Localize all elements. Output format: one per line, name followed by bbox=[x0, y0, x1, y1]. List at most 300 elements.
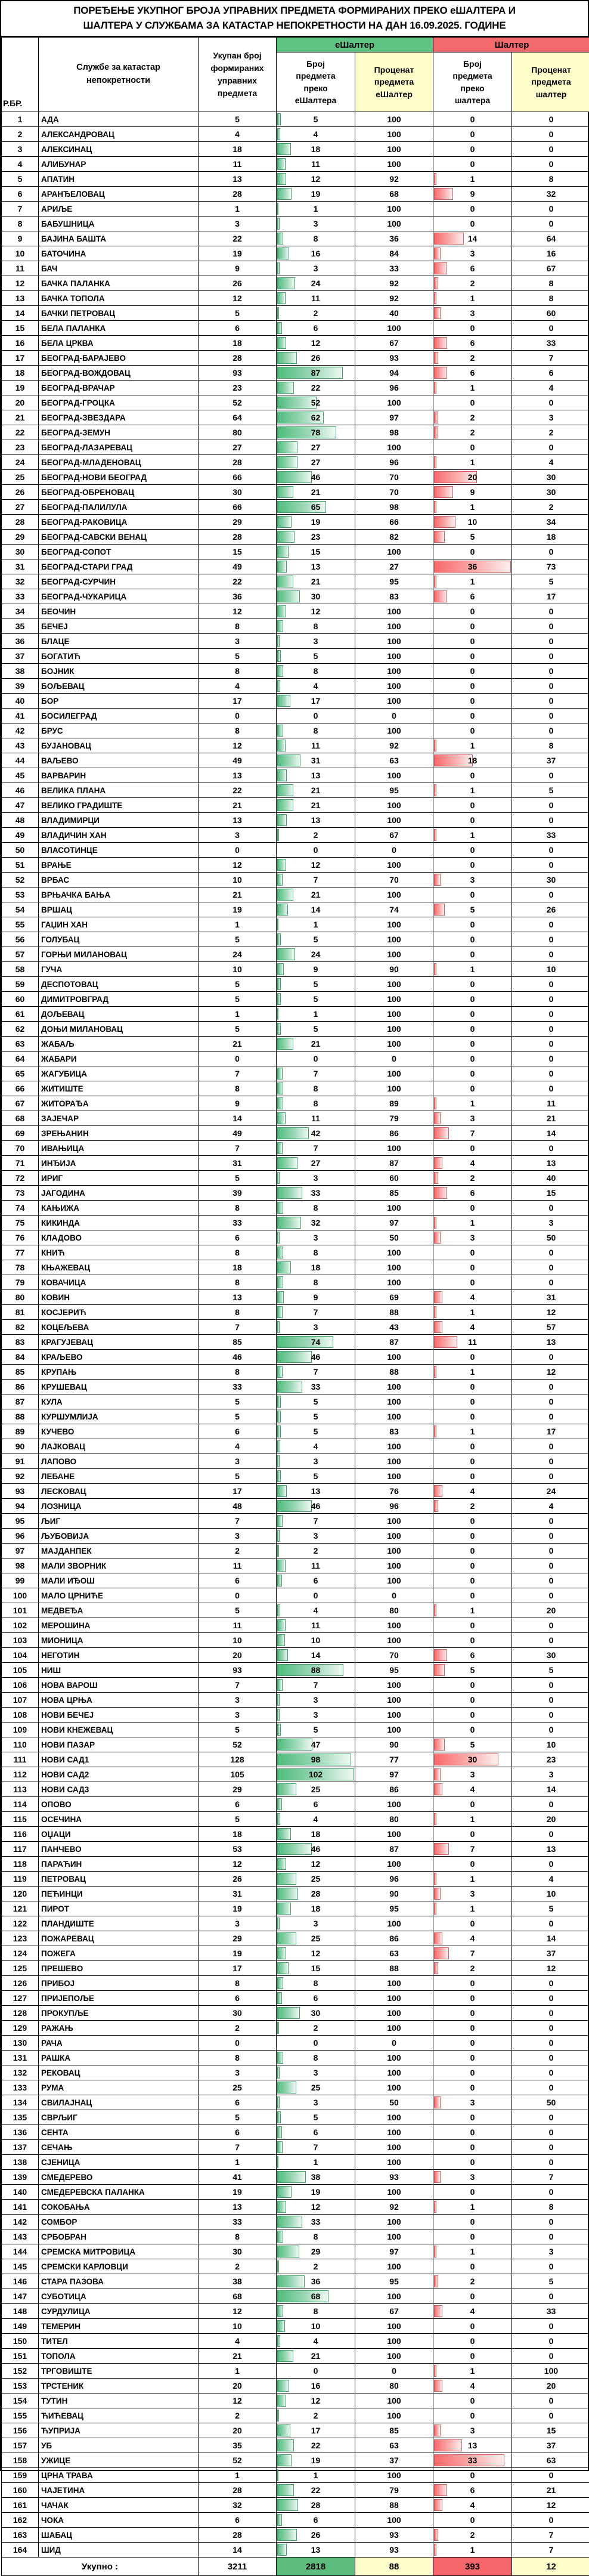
cell-e-pct: 100 bbox=[355, 604, 433, 619]
table-row bbox=[2, 1558, 589, 1573]
cell-s-pct: 0 bbox=[512, 1618, 589, 1633]
cell-s-pct: 60 bbox=[512, 306, 589, 321]
eshalter-databar bbox=[277, 1798, 282, 1810]
cell-s-pct: 0 bbox=[512, 1514, 589, 1529]
cell-value: 1 bbox=[314, 2470, 318, 2480]
cell-total: 64 bbox=[199, 410, 277, 425]
cell-office: ЋУПРИЈА bbox=[39, 2423, 199, 2438]
cell-s-num bbox=[433, 649, 512, 664]
eshalter-databar bbox=[277, 2395, 286, 2407]
cell-s-num bbox=[433, 2036, 512, 2051]
cell-s-num bbox=[433, 1275, 512, 1290]
eshalter-databar bbox=[277, 1083, 283, 1094]
cell-total: 5 bbox=[199, 1409, 277, 1424]
cell-rbr: 134 bbox=[2, 2095, 39, 2110]
cell-rbr: 78 bbox=[2, 1260, 39, 1275]
cell-e-pct: 100 bbox=[355, 202, 433, 217]
table-row bbox=[2, 1275, 589, 1290]
cell-rbr: 111 bbox=[2, 1752, 39, 1767]
cell-e-num bbox=[277, 2304, 355, 2319]
cell-value: 23 bbox=[311, 532, 321, 542]
cell-s-pct: 64 bbox=[512, 231, 589, 246]
cell-value: 0 bbox=[470, 2113, 475, 2122]
cell-e-pct: 93 bbox=[355, 2170, 433, 2185]
cell-e-pct: 96 bbox=[355, 1872, 433, 1887]
cell-s-pct: 0 bbox=[512, 1201, 589, 1216]
table-header bbox=[2, 38, 589, 112]
cell-rbr: 63 bbox=[2, 1037, 39, 1052]
cell-office: ТРГОВИШТЕ bbox=[39, 2364, 199, 2379]
table-row bbox=[2, 2065, 589, 2080]
cell-e-num bbox=[277, 962, 355, 977]
cell-s-num bbox=[433, 1290, 512, 1305]
cell-s-pct: 32 bbox=[512, 187, 589, 202]
cell-value: 1 bbox=[470, 2247, 475, 2256]
page-title-line1: ПОРЕЂЕЊЕ УКУПНОГ БРОЈА УПРАВНИХ ПРЕДМЕТА ФОРМИРАНИХ ПРЕКО еШАЛТЕРА И bbox=[73, 4, 516, 18]
cell-office: КРУШЕВАЦ bbox=[39, 1380, 199, 1394]
cell-e-num bbox=[277, 1723, 355, 1737]
cell-value: 0 bbox=[470, 2023, 475, 2033]
cell-rbr: 159 bbox=[2, 2468, 39, 2483]
cell-office: КРАЉЕВО bbox=[39, 1350, 199, 1365]
cell-s-num bbox=[433, 2021, 512, 2036]
eshalter-databar bbox=[277, 590, 300, 602]
eshalter-databar bbox=[277, 2454, 292, 2466]
eshalter-databar bbox=[277, 1694, 280, 1706]
cell-value: 11 bbox=[311, 1561, 320, 1570]
cell-total: 3 bbox=[199, 634, 277, 649]
cell-total: 23 bbox=[199, 381, 277, 395]
cell-total: 28 bbox=[199, 530, 277, 545]
eshalter-databar bbox=[277, 1455, 280, 1467]
cell-office: ИВАЊИЦА bbox=[39, 1141, 199, 1156]
cell-value: 21 bbox=[311, 786, 321, 795]
cell-rbr: 90 bbox=[2, 1439, 39, 1454]
cell-total: 6 bbox=[199, 2095, 277, 2110]
cell-value: 18 bbox=[468, 756, 478, 765]
cell-s-num bbox=[433, 1514, 512, 1529]
cell-e-num bbox=[277, 2036, 355, 2051]
eshalter-databar bbox=[277, 1396, 281, 1408]
cell-s-pct: 18 bbox=[512, 530, 589, 545]
cell-e-pct: 97 bbox=[355, 2244, 433, 2259]
cell-rbr: 102 bbox=[2, 1618, 39, 1633]
cell-value: 7 bbox=[470, 1949, 475, 1958]
cell-rbr: 122 bbox=[2, 1916, 39, 1931]
cell-office: ЋИЋЕВАЦ bbox=[39, 2408, 199, 2423]
cell-e-pct: 100 bbox=[355, 798, 433, 813]
cell-e-pct: 100 bbox=[355, 142, 433, 157]
cell-rbr: 151 bbox=[2, 2349, 39, 2364]
cell-value: 2 bbox=[470, 428, 475, 437]
cell-total: 2 bbox=[199, 2021, 277, 2036]
cell-value: 2 bbox=[314, 1546, 318, 1556]
cell-e-pct: 70 bbox=[355, 485, 433, 500]
cell-e-num bbox=[277, 1394, 355, 1409]
cell-total: 13 bbox=[199, 2200, 277, 2215]
table-row bbox=[2, 634, 589, 649]
cell-s-pct: 7 bbox=[512, 2170, 589, 2185]
cell-e-pct: 100 bbox=[355, 1022, 433, 1037]
cell-s-pct: 0 bbox=[512, 1633, 589, 1648]
cell-s-num bbox=[433, 2185, 512, 2200]
cell-e-num bbox=[277, 828, 355, 843]
cell-office: ОЏАЦИ bbox=[39, 1827, 199, 1842]
cell-s-num bbox=[433, 172, 512, 187]
cell-value: 8 bbox=[314, 1978, 318, 1988]
cell-s-num bbox=[433, 440, 512, 455]
cell-rbr: 3 bbox=[2, 142, 39, 157]
eshalter-databar bbox=[277, 248, 289, 259]
cell-total: 10 bbox=[199, 2319, 277, 2334]
cell-s-num bbox=[433, 664, 512, 679]
table-row bbox=[2, 2215, 589, 2229]
cell-office: НОВИ САД2 bbox=[39, 1767, 199, 1782]
cell-e-pct: 100 bbox=[355, 2408, 433, 2423]
cell-total: 5 bbox=[199, 932, 277, 947]
cell-office: БОСИЛЕГРАД bbox=[39, 709, 199, 723]
cell-rbr: 99 bbox=[2, 1573, 39, 1588]
cell-rbr: 105 bbox=[2, 1663, 39, 1678]
cell-office: ВАРВАРИН bbox=[39, 768, 199, 783]
cell-s-pct: 0 bbox=[512, 2125, 589, 2140]
cell-s-pct: 0 bbox=[512, 1916, 589, 1931]
cell-s-num bbox=[433, 1365, 512, 1380]
cell-s-pct: 31 bbox=[512, 1290, 589, 1305]
cell-s-pct: 0 bbox=[512, 917, 589, 932]
table-row bbox=[2, 336, 589, 351]
cell-s-num bbox=[433, 1797, 512, 1812]
shalter-databar bbox=[434, 963, 436, 975]
eshalter-databar bbox=[277, 1515, 283, 1527]
shalter-databar bbox=[434, 1754, 498, 1765]
cell-value: 3 bbox=[314, 1919, 318, 1928]
cell-s-pct: 3 bbox=[512, 1216, 589, 1230]
cell-e-pct: 95 bbox=[355, 574, 433, 589]
table-row bbox=[2, 2379, 589, 2393]
cell-e-pct: 95 bbox=[355, 2274, 433, 2289]
cell-s-pct: 0 bbox=[512, 2334, 589, 2349]
cell-rbr: 74 bbox=[2, 1201, 39, 1216]
cell-s-pct: 0 bbox=[512, 2110, 589, 2125]
table-row bbox=[2, 2393, 589, 2408]
cell-value: 8 bbox=[314, 1248, 318, 1257]
cell-rbr: 108 bbox=[2, 1708, 39, 1723]
cell-value: 0 bbox=[470, 1829, 475, 1839]
cell-total: 5 bbox=[199, 1723, 277, 1737]
cell-office: СРБОБРАН bbox=[39, 2229, 199, 2244]
table-row bbox=[2, 2021, 589, 2036]
cell-total: 12 bbox=[199, 2304, 277, 2319]
eshalter-databar bbox=[277, 1575, 282, 1587]
cell-e-num bbox=[277, 932, 355, 947]
eshalter-databar bbox=[277, 769, 287, 781]
cell-value: 18 bbox=[311, 144, 321, 154]
cell-office: ЖАБАЉ bbox=[39, 1037, 199, 1052]
table-row bbox=[2, 395, 589, 410]
cell-s-num bbox=[433, 1380, 512, 1394]
cell-rbr: 155 bbox=[2, 2408, 39, 2423]
shalter-databar bbox=[434, 352, 438, 364]
eshalter-databar bbox=[277, 2111, 281, 2123]
cell-office: БЕЛА ЦРКВА bbox=[39, 336, 199, 351]
cell-value: 0 bbox=[470, 1978, 475, 1988]
cell-office: МЕРОШИНА bbox=[39, 1618, 199, 1633]
cell-s-num bbox=[433, 2259, 512, 2274]
cell-e-pct: 100 bbox=[355, 1678, 433, 1693]
cell-value: 0 bbox=[314, 2366, 318, 2376]
shalter-databar bbox=[434, 1649, 447, 1661]
cell-total: 13 bbox=[199, 768, 277, 783]
table-row bbox=[2, 381, 589, 395]
table-row bbox=[2, 649, 589, 664]
eshalter-databar bbox=[277, 2439, 294, 2451]
cell-s-num bbox=[433, 157, 512, 172]
cell-e-num bbox=[277, 2170, 355, 2185]
cell-value: 0 bbox=[470, 1263, 475, 1272]
cell-e-pct: 100 bbox=[355, 1454, 433, 1469]
eshalter-databar bbox=[277, 113, 281, 125]
cell-value: 0 bbox=[470, 771, 475, 780]
cell-office: БЕЧЕЈ bbox=[39, 619, 199, 634]
cell-value: 7 bbox=[314, 1680, 318, 1690]
cell-e-num bbox=[277, 187, 355, 202]
cell-value: 1 bbox=[470, 1367, 475, 1377]
cell-value: 3 bbox=[314, 264, 318, 273]
cell-s-num bbox=[433, 679, 512, 694]
cell-s-pct: 0 bbox=[512, 1081, 589, 1096]
table-row bbox=[2, 1335, 589, 1350]
cell-e-num bbox=[277, 1126, 355, 1141]
cell-s-num bbox=[433, 112, 512, 127]
cell-e-num bbox=[277, 947, 355, 962]
table-row bbox=[2, 530, 589, 545]
cell-e-num bbox=[277, 1260, 355, 1275]
cell-office: ПРОКУПЉЕ bbox=[39, 2006, 199, 2021]
cell-e-pct: 80 bbox=[355, 2379, 433, 2393]
table-row bbox=[2, 2259, 589, 2274]
cell-rbr: 14 bbox=[2, 306, 39, 321]
cell-value: 5 bbox=[314, 651, 318, 661]
table-row bbox=[2, 172, 589, 187]
cell-rbr: 26 bbox=[2, 485, 39, 500]
table-row bbox=[2, 723, 589, 738]
shalter-databar bbox=[434, 1157, 442, 1169]
cell-rbr: 104 bbox=[2, 1648, 39, 1663]
shalter-databar bbox=[434, 486, 453, 498]
cell-value: 4 bbox=[470, 2381, 475, 2391]
cell-office: СМЕДЕРЕВСКА ПАЛАНКА bbox=[39, 2185, 199, 2200]
cell-e-num bbox=[277, 2349, 355, 2364]
cell-total: 5 bbox=[199, 1603, 277, 1618]
cell-value: 2 bbox=[314, 2023, 318, 2033]
cell-value: 5 bbox=[314, 115, 318, 124]
eshalter-databar bbox=[277, 2231, 283, 2243]
cell-e-num bbox=[277, 291, 355, 306]
cell-e-pct: 100 bbox=[355, 127, 433, 142]
cell-s-num bbox=[433, 828, 512, 843]
table-row bbox=[2, 1961, 589, 1976]
cell-s-num bbox=[433, 1573, 512, 1588]
eshalter-databar bbox=[277, 1127, 309, 1139]
cell-e-num bbox=[277, 2513, 355, 2528]
cell-s-num bbox=[433, 858, 512, 873]
cell-value: 2 bbox=[314, 2411, 318, 2420]
cell-total: 28 bbox=[199, 2528, 277, 2543]
cell-e-pct: 100 bbox=[355, 1409, 433, 1424]
cell-office: ТИТЕЛ bbox=[39, 2334, 199, 2349]
cell-total: 28 bbox=[199, 2483, 277, 2498]
cell-total: 93 bbox=[199, 366, 277, 381]
cell-s-pct: 6 bbox=[512, 366, 589, 381]
cell-total: 35 bbox=[199, 2438, 277, 2453]
cell-s-num bbox=[433, 545, 512, 559]
cell-value: 21 bbox=[311, 577, 321, 586]
table-row bbox=[2, 366, 589, 381]
eshalter-databar bbox=[277, 1619, 286, 1631]
cell-e-pct: 90 bbox=[355, 1737, 433, 1752]
table-row bbox=[2, 2170, 589, 2185]
cell-s-pct: 4 bbox=[512, 1499, 589, 1514]
cell-value: 38 bbox=[311, 2172, 321, 2182]
cell-value: 0 bbox=[470, 2008, 475, 2018]
cell-s-num bbox=[433, 336, 512, 351]
cell-office: БЕОГРАД-МЛАДЕНОВАЦ bbox=[39, 455, 199, 470]
cell-e-num bbox=[277, 1812, 355, 1827]
cell-total: 14 bbox=[199, 1111, 277, 1126]
cell-s-pct: 0 bbox=[512, 1573, 589, 1588]
cell-s-pct: 33 bbox=[512, 2304, 589, 2319]
cell-e-pct: 97 bbox=[355, 1216, 433, 1230]
cell-s-pct: 73 bbox=[512, 559, 589, 574]
cell-value: 33 bbox=[311, 2217, 321, 2226]
eshalter-databar bbox=[277, 2216, 302, 2228]
cell-e-pct: 100 bbox=[355, 2215, 433, 2229]
cell-total: 30 bbox=[199, 485, 277, 500]
cell-e-pct: 100 bbox=[355, 112, 433, 127]
cell-office: ЈАГОДИНА bbox=[39, 1186, 199, 1201]
cell-e-num bbox=[277, 1797, 355, 1812]
cell-office: МАЛО ЦРНИЋЕ bbox=[39, 1588, 199, 1603]
cell-office: АРИЉЕ bbox=[39, 202, 199, 217]
cell-total: 4 bbox=[199, 679, 277, 694]
cell-e-num bbox=[277, 440, 355, 455]
table-row bbox=[2, 1976, 589, 1991]
cell-s-pct: 5 bbox=[512, 783, 589, 798]
cell-s-num bbox=[433, 1439, 512, 1454]
eshalter-databar bbox=[277, 889, 293, 901]
shalter-databar bbox=[434, 1500, 438, 1512]
cell-s-num bbox=[433, 1201, 512, 1216]
cell-total: 7 bbox=[199, 2140, 277, 2155]
cell-s-pct: 0 bbox=[512, 2259, 589, 2274]
cell-value: 1 bbox=[470, 457, 475, 467]
cell-s-pct: 0 bbox=[512, 1693, 589, 1708]
eshalter-databar bbox=[277, 1276, 283, 1288]
cell-total: 9 bbox=[199, 1096, 277, 1111]
eshalter-databar bbox=[277, 1187, 302, 1199]
cell-s-num bbox=[433, 2170, 512, 2185]
eshalter-databar bbox=[277, 665, 283, 677]
table-row bbox=[2, 1380, 589, 1394]
cell-value: 4 bbox=[470, 1292, 475, 1302]
cell-value: 5 bbox=[314, 2113, 318, 2122]
cell-e-num bbox=[277, 530, 355, 545]
cell-e-num bbox=[277, 1499, 355, 1514]
table-row bbox=[2, 1648, 589, 1663]
cell-total: 18 bbox=[199, 336, 277, 351]
cell-e-num bbox=[277, 1946, 355, 1961]
cell-office: ЛАПОВО bbox=[39, 1454, 199, 1469]
cell-s-pct: 0 bbox=[512, 2229, 589, 2244]
eshalter-databar bbox=[277, 2469, 278, 2481]
cell-s-num bbox=[433, 738, 512, 753]
cell-s-pct: 0 bbox=[512, 679, 589, 694]
cell-e-pct: 0 bbox=[355, 709, 433, 723]
cell-s-num bbox=[433, 1663, 512, 1678]
cell-value: 0 bbox=[470, 1054, 475, 1063]
cell-value: 4 bbox=[314, 1442, 318, 1451]
cell-e-num bbox=[277, 1350, 355, 1365]
cell-value: 8 bbox=[314, 1084, 318, 1093]
cell-rbr: 138 bbox=[2, 2155, 39, 2170]
cell-s-num bbox=[433, 1648, 512, 1663]
cell-rbr: 141 bbox=[2, 2200, 39, 2215]
cell-rbr: 10 bbox=[2, 246, 39, 261]
cell-value: 9 bbox=[470, 487, 475, 497]
cell-e-pct: 87 bbox=[355, 1335, 433, 1350]
cell-s-pct: 0 bbox=[512, 1350, 589, 1365]
cell-office: МАЛИ ЗВОРНИК bbox=[39, 1558, 199, 1573]
table-row bbox=[2, 559, 589, 574]
cell-total: 5 bbox=[199, 977, 277, 992]
eshalter-databar bbox=[277, 1321, 280, 1333]
table-row bbox=[2, 1827, 589, 1842]
cell-office: БЕОГРАД-ПАЛИЛУЛА bbox=[39, 500, 199, 515]
table-row bbox=[2, 738, 589, 753]
cell-office: БАБУШНИЦА bbox=[39, 217, 199, 231]
table-row bbox=[2, 1141, 589, 1156]
eshalter-databar bbox=[277, 695, 290, 707]
cell-e-pct: 100 bbox=[355, 1066, 433, 1081]
cell-e-pct: 79 bbox=[355, 2483, 433, 2498]
cell-s-num bbox=[433, 1678, 512, 1693]
cell-rbr: 2 bbox=[2, 127, 39, 142]
cell-rbr: 24 bbox=[2, 455, 39, 470]
cell-value: 11 bbox=[311, 159, 320, 169]
cell-s-pct: 0 bbox=[512, 619, 589, 634]
table-row bbox=[2, 470, 589, 485]
cell-s-pct: 0 bbox=[512, 649, 589, 664]
table-row bbox=[2, 410, 589, 425]
cell-s-num bbox=[433, 709, 512, 723]
shalter-databar bbox=[434, 426, 438, 438]
cell-value: 0 bbox=[470, 1799, 475, 1809]
eshalter-databar bbox=[277, 1381, 302, 1393]
cell-s-pct: 20 bbox=[512, 1603, 589, 1618]
cell-office: ЖАБАРИ bbox=[39, 1052, 199, 1066]
cell-value: 12 bbox=[311, 1949, 321, 1958]
cell-total: 15 bbox=[199, 545, 277, 559]
table-row bbox=[2, 2408, 589, 2423]
cell-office: ОПОВО bbox=[39, 1797, 199, 1812]
cell-total: 7 bbox=[199, 1514, 277, 1529]
cell-e-num bbox=[277, 1842, 355, 1857]
cell-value: 8 bbox=[314, 621, 318, 631]
cell-value: 27 bbox=[311, 1158, 321, 1168]
cell-value: 0 bbox=[314, 1591, 318, 1600]
shalter-databar bbox=[434, 1366, 436, 1378]
